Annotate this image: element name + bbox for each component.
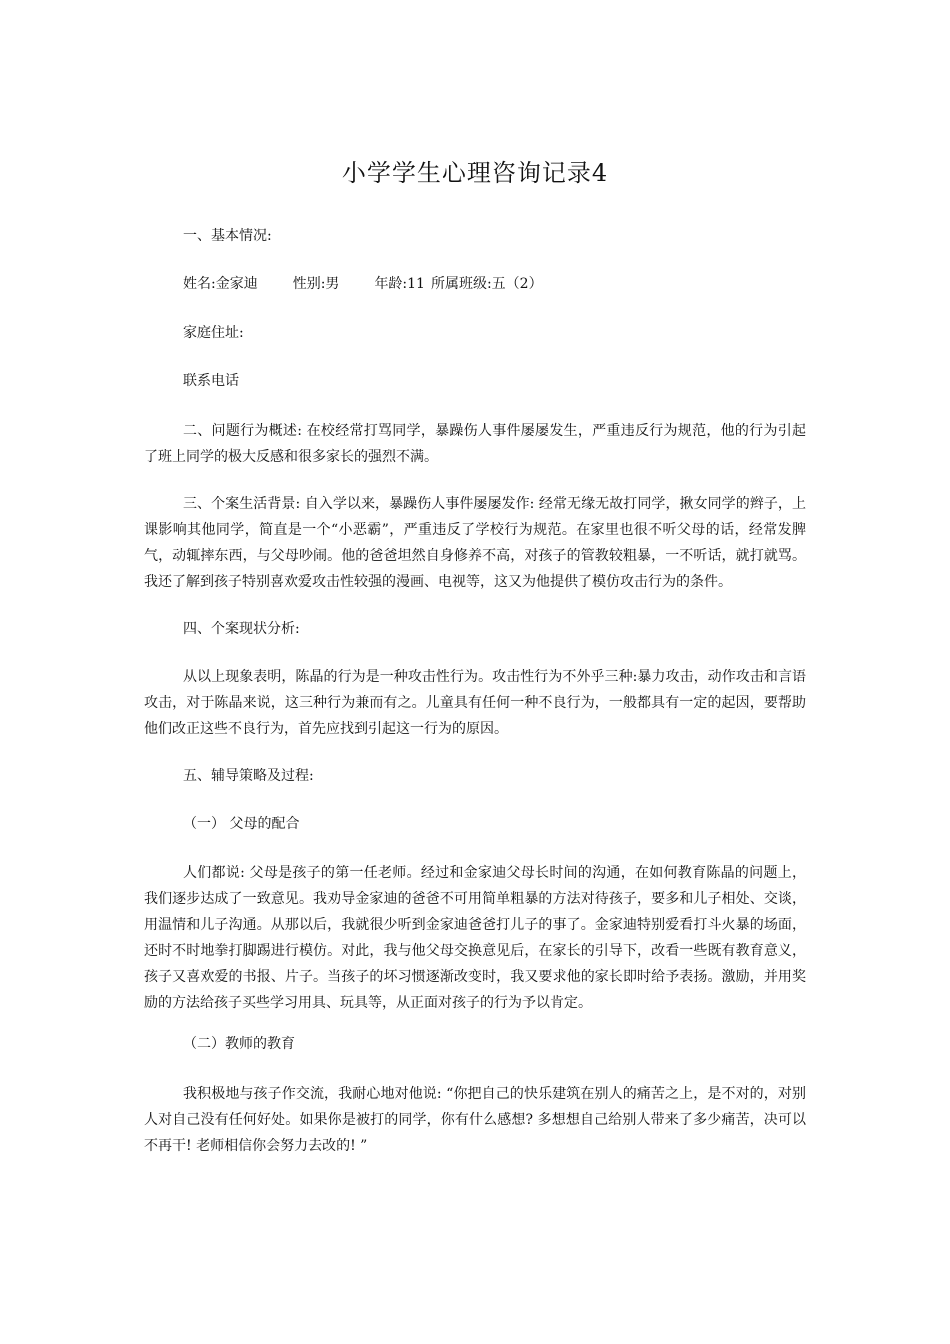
- basic-info-row: [183, 273, 543, 295]
- subsection1-heading: （一） 父母的配合: [183, 816, 300, 832]
- student-name: 姓名:金家迪: [183, 276, 258, 292]
- section3-paragraph: 三、个案生活背景: 自入学以来，暴躁伤人事件屡屡发作: 经常无缘无故打同学，揪女同学的辫子，上课影响其他同学，简直是一个“小恶霸”，严重违反了学校行为规范。在家里也很不听父母的话，经常发脾气，动辄摔东西，与父母吵闹。他的爸爸坦然自身修养不高，对孩子的管教较粗暴，一不听话，就打就骂。我还了解到孩子特别喜欢爱攻击性较强的漫画、电视等，这又为他提供了模仿攻击行为的条件。: [144, 496, 806, 590]
- student-age: 年龄:11: [374, 276, 425, 292]
- subsection1-paragraph: 人们都说: 父母是孩子的第一任老师。经过和金家迪父母长时间的沟通，在如何教育陈晶的问题上，我们逐步达成了一致意见。我劝导金家迪的爸爸不可用简单粗暴的方法对待孩子，要多和儿子相处、交谈，用温情和儿子沟通。从那以后，我就很少听到金家迪爸爸打儿子的事了。金家迪特别爱看打斗火暴的场面，还时不时地拳打脚踢进行模仿。对此，我与他父母交换意见后，在家长的引导下，改看一些既有教育意义，孩子又喜欢爱的书报、片子。当孩子的坏习惯逐渐改变时，我又要求他的家长即时给予表扬。激励，并用奖励的方法给孩子买些学习用具、玩具等，从正面对孩子的行为予以肯定。: [144, 865, 806, 1011]
- subsection2-heading: （二）教师的教育: [183, 1036, 295, 1052]
- document-title: 小学学生心理咨询记录4: [341, 159, 609, 187]
- section1-heading: 一、基本情况:: [183, 228, 272, 244]
- section2-paragraph: 二、问题行为概述: 在校经常打骂同学，暴躁伤人事件屡屡发生，严重违反行为规范，他的行为引起了班上同学的极大反感和很多家长的强烈不满。: [144, 423, 806, 465]
- student-gender: 性别:男: [292, 276, 340, 292]
- section5-heading: 五、辅导策略及过程:: [183, 768, 314, 784]
- address-label: 家庭住址:: [183, 325, 244, 341]
- section4-paragraph: 从以上现象表明，陈晶的行为是一种攻击性行为。攻击性行为不外乎三种:暴力攻击，动作攻击和言语攻击，对于陈晶来说，这三种行为兼而有之。儿童具有任何一种不良行为，一般都具有一定的起因，要帮助他们改正这些不良行为，首先应找到引起这一行为的原因。: [144, 669, 806, 737]
- phone-label: 联系电话: [183, 373, 239, 389]
- section4-heading: 四、个案现状分析:: [183, 621, 300, 637]
- student-class: 所属班级:五（2）: [430, 276, 543, 292]
- subsection2-paragraph: 我积极地与孩子作交流，我耐心地对他说: “你把自己的快乐建筑在别人的痛苦之上，是不对的，对别人对自己没有任何好处。如果你是被打的同学，你有什么感想? 多想想自己给别人带来了多少痛苦，决可以不再干! 老师相信你会努力去改的! ”: [144, 1086, 806, 1154]
